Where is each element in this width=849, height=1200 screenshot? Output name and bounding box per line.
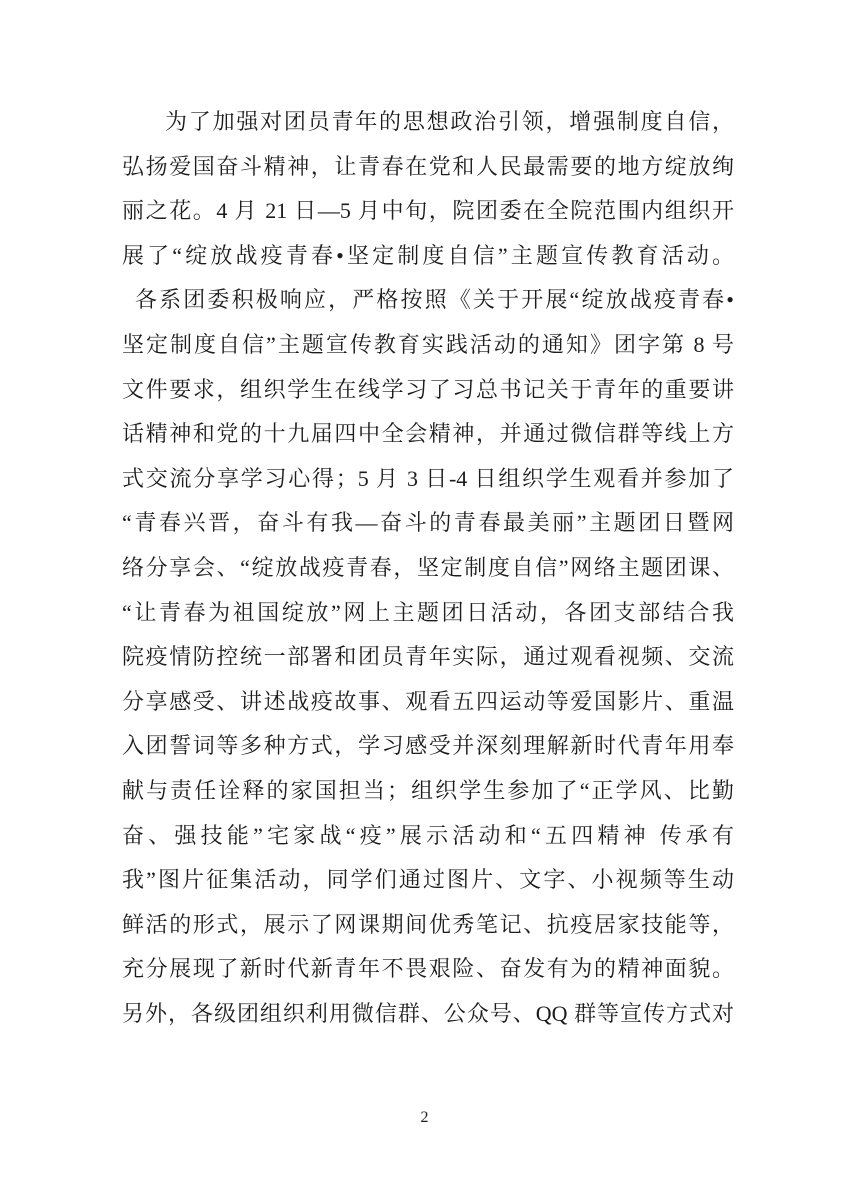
text-line: 坚定制度自信”主题宣传教育实践活动的通知》团字第 8 号 — [122, 331, 734, 357]
text-line: 入团誓词等多种方式，学习感受并深刻理解新时代青年用奉 — [122, 733, 734, 759]
text-line: 丽之花。4 月 21 日—5 月中旬，院团委在全院范围内组织开 — [122, 198, 734, 224]
page-number: 2 — [420, 1109, 429, 1126]
text-line: “青春兴晋，奋斗有我—奋斗的青春最美丽”主题团日暨网 — [122, 510, 734, 536]
text-line: 奋、强技能”宅家战“疫”展示活动和“五四精神 传承有 — [122, 822, 734, 848]
text-line: 展了“绽放战疫青春•坚定制度自信”主题宣传教育活动。 — [122, 242, 734, 268]
text-line: 文件要求，组织学生在线学习了习总书记关于青年的重要讲 — [122, 376, 734, 402]
text-line: 鲜活的形式，展示了网课期间优秀笔记、抗疫居家技能等， — [122, 911, 734, 937]
paragraph-1 — [122, 100, 734, 278]
paragraph-2 — [122, 278, 734, 1036]
text-line: 话精神和党的十九届四中全会精神，并通过微信群等线上方 — [122, 421, 734, 447]
text-line: 我”图片征集活动，同学们通过图片、文字、小视频等生动 — [122, 867, 734, 893]
text-line: 为了加强对团员青年的思想政治引领，增强制度自信， — [165, 109, 734, 134]
text-line: 式交流分享学习心得；5 月 3 日-4 日组织学生观看并参加了 — [122, 465, 734, 491]
text-line: 院疫情防控统一部署和团员青年实际，通过观看视频、交流 — [122, 644, 734, 670]
document-body — [122, 100, 734, 1036]
text-line: 另外，各级团组织利用微信群、公众号、QQ 群等宣传方式对 — [122, 1000, 734, 1026]
text-line: 分享感受、讲述战疫故事、观看五四运动等爱国影片、重温 — [122, 688, 734, 714]
text-line: 弘扬爱国奋斗精神，让青春在党和人民最需要的地方绽放绚 — [122, 153, 734, 179]
text-line: 充分展现了新时代新青年不畏艰险、奋发有为的精神面貌。 — [122, 956, 734, 982]
text-line: 络分享会、“绽放战疫青春，坚定制度自信”网络主题团课、 — [122, 554, 734, 580]
text-line: 献与责任诠释的家国担当；组织学生参加了“正学风、比勤 — [122, 777, 734, 803]
text-line: “让青春为祖国绽放”网上主题团日活动，各团支部结合我 — [122, 599, 734, 625]
text-line: 各系团委积极响应，严格按照《关于开展“绽放战疫青春• — [135, 287, 734, 313]
